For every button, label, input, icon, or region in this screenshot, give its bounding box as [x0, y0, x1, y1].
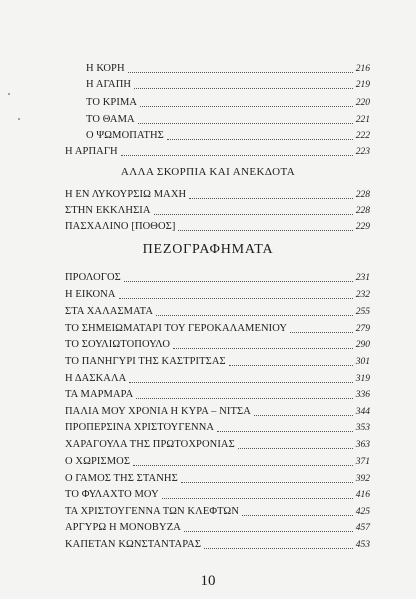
toc-entry	[86, 128, 370, 142]
dot-leader	[133, 465, 353, 466]
dot-leader	[129, 382, 352, 383]
section-heading: ΑΛΛΑ ΣΚΟΡΠΙΑ ΚΑΙ ΑΝΕΚΔΟΤΑ	[120, 166, 296, 178]
dot-leader	[242, 515, 353, 516]
dot-leader	[204, 548, 353, 549]
toc-entry-title: Ο ΓΑΜΟΣ ΤΗΣ ΣΤΑΝΗΣ	[65, 473, 178, 484]
dot-leader	[138, 123, 353, 124]
toc-entry-page: 363	[355, 440, 370, 450]
toc-entry-title: ΣΤΗΝ ΕΚΚΛΗΣΙΑ	[65, 205, 151, 216]
dot-leader	[290, 332, 353, 333]
toc-entry-page: 231	[355, 273, 370, 283]
dot-leader	[217, 431, 353, 432]
toc-entry-page: 392	[355, 474, 370, 484]
toc-entry-page: 223	[355, 147, 370, 157]
toc-entry-title: Η ΔΑΣΚΑΛΑ	[65, 373, 127, 384]
toc-entry-page: 319	[355, 374, 370, 384]
toc-entry	[65, 287, 370, 301]
toc-entry-title: ΠΡΟΠΕΡΣΙΝΑ ΧΡΙΣΤΟΥΓΕΝΝΑ	[65, 422, 215, 433]
toc-entry-title: ΤΟ ΘΑΜΑ	[86, 114, 135, 125]
toc-entry-title: Η ΕΙΚΟΝΑ	[65, 289, 116, 300]
page-number: 10	[200, 573, 216, 589]
dot-leader	[178, 230, 352, 231]
toc-entry	[86, 77, 370, 91]
toc-entry	[65, 371, 370, 385]
dot-leader	[189, 198, 353, 199]
toc-entry-title: Ο ΧΩΡΙΣΜΟΣ	[65, 456, 131, 467]
toc-entry-title: ΤΟ ΠΑΝΗΓΥΡΙ ΤΗΣ ΚΑΣΤΡΙΤΣΑΣ	[65, 356, 226, 367]
toc-entry-title: Η ΚΟΡΗ	[86, 63, 125, 74]
toc-entry	[65, 219, 370, 233]
toc-entry	[65, 387, 370, 401]
toc-entry	[65, 354, 370, 368]
toc-entry	[86, 95, 370, 109]
toc-entry-page: 220	[355, 98, 370, 108]
toc-entry-title: ΤΟ ΚΡΙΜΑ	[86, 97, 138, 108]
toc-entry-page: 371	[355, 457, 370, 467]
toc-entry-title: Ο ΨΩΜΟΠΑΤΗΣ	[86, 130, 164, 141]
scan-speck	[18, 118, 20, 120]
toc-entry	[65, 304, 370, 318]
section-heading: ΠΕΖΟΓΡΑΦΗΜΑΤΑ	[142, 242, 274, 257]
toc-entry-page: 336	[355, 390, 370, 400]
toc-entry	[65, 337, 370, 351]
toc-entry-page: 453	[355, 540, 370, 550]
toc-entry-title: ΤΟ ΣΗΜΕΙΩΜΑΤΑΡΙ ΤΟΥ ΓΕΡΟΚΑΛΑΜΕΝΙΟΥ	[65, 323, 288, 334]
toc-entry	[65, 321, 370, 335]
dot-leader	[173, 348, 353, 349]
dot-leader	[238, 448, 353, 449]
toc-entry-title: ΤΟ ΣΟΥΛΙΩΤΟΠΟΥΛΟ	[65, 339, 171, 350]
dot-leader	[136, 398, 352, 399]
toc-entry-title: Η ΕΝ ΛΥΚΟΥΡΣΙΩ ΜΑΧΗ	[65, 189, 187, 200]
dot-leader	[254, 415, 353, 416]
toc-entry-page: 216	[355, 64, 370, 74]
toc-entry	[65, 537, 370, 551]
toc-entry	[65, 454, 370, 468]
dot-leader	[184, 531, 353, 532]
toc-entry	[65, 187, 370, 201]
toc-entry-title: ΤΑ ΜΑΡΜΑΡΑ	[65, 389, 134, 400]
toc-entry-page: 279	[355, 324, 370, 334]
toc-entry-title: ΤΟ ΦΥΛΑΧΤΟ ΜΟΥ	[65, 489, 159, 500]
dot-leader	[134, 88, 353, 89]
toc-entry-page: 228	[355, 206, 370, 216]
toc-entry	[65, 471, 370, 485]
toc-entry-title: ΠΑΣΧΑΛΙΝΟ [ΠΟΘΟΣ]	[65, 221, 176, 232]
dot-leader	[124, 281, 353, 282]
toc-entry	[65, 520, 370, 534]
toc-entry	[65, 404, 370, 418]
toc-entry-title: ΤΑ ΧΡΙΣΤΟΥΓΕΝΝΑ ΤΩΝ ΚΛΕΦΤΩΝ	[65, 506, 240, 517]
toc-entry-title: ΚΑΠΕΤΑΝ ΚΩΝΣΤΑΝΤΑΡΑΣ	[65, 539, 202, 550]
toc-entry-page: 301	[355, 357, 370, 367]
toc-entry	[65, 504, 370, 518]
toc-entry	[65, 203, 370, 217]
toc-entry-page: 344	[355, 407, 370, 417]
dot-leader	[162, 498, 353, 499]
scan-speck	[8, 93, 10, 95]
toc-entry-title: Η ΑΡΠΑΓΗ	[65, 146, 118, 157]
dot-leader	[119, 298, 353, 299]
toc-entry-title: ΣΤΑ ΧΑΛΑΣΜΑΤΑ	[65, 306, 154, 317]
toc-entry	[65, 487, 370, 501]
toc-entry-page: 457	[355, 523, 370, 533]
toc-entry-page: 222	[355, 131, 370, 141]
dot-leader	[229, 365, 353, 366]
dot-leader	[154, 214, 353, 215]
toc-entry-page: 255	[355, 307, 370, 317]
toc-entry-title: ΠΑΛΙΑ ΜΟΥ ΧΡΟΝΙΑ Η ΚΥΡΑ – ΝΙΤΣΑ	[65, 406, 251, 417]
toc-entry	[86, 112, 370, 126]
dot-leader	[167, 139, 353, 140]
toc-entry-page: 228	[355, 190, 370, 200]
toc-entry-page: 425	[355, 507, 370, 517]
toc-entry-title: Η ΑΓΑΠΗ	[86, 79, 132, 90]
toc-entry-page: 416	[355, 490, 370, 500]
toc-entry	[65, 270, 370, 284]
toc-entry	[65, 144, 370, 158]
toc-entry	[65, 420, 370, 434]
dot-leader	[156, 315, 353, 316]
toc-entry-title: ΠΡΟΛΟΓΟΣ	[65, 272, 121, 283]
dot-leader	[181, 482, 353, 483]
toc-entry-page: 232	[355, 290, 370, 300]
toc-entry-page: 219	[355, 80, 370, 90]
toc-entry-page: 221	[355, 115, 370, 125]
dot-leader	[128, 72, 353, 73]
dot-leader	[140, 106, 353, 107]
toc-entry	[86, 61, 370, 75]
toc-entry-title: ΑΡΓΥΡΩ Η ΜΟΝΟΒΥΖΑ	[65, 522, 181, 533]
toc-entry-title: ΧΑΡΑΓΟΥΛΑ ΤΗΣ ΠΡΩΤΟΧΡΟΝΙΑΣ	[65, 439, 235, 450]
toc-entry-page: 290	[355, 340, 370, 350]
toc-entry-page: 353	[355, 423, 370, 433]
toc-entry-page: 229	[355, 222, 370, 232]
dot-leader	[121, 155, 353, 156]
toc-entry	[65, 437, 370, 451]
